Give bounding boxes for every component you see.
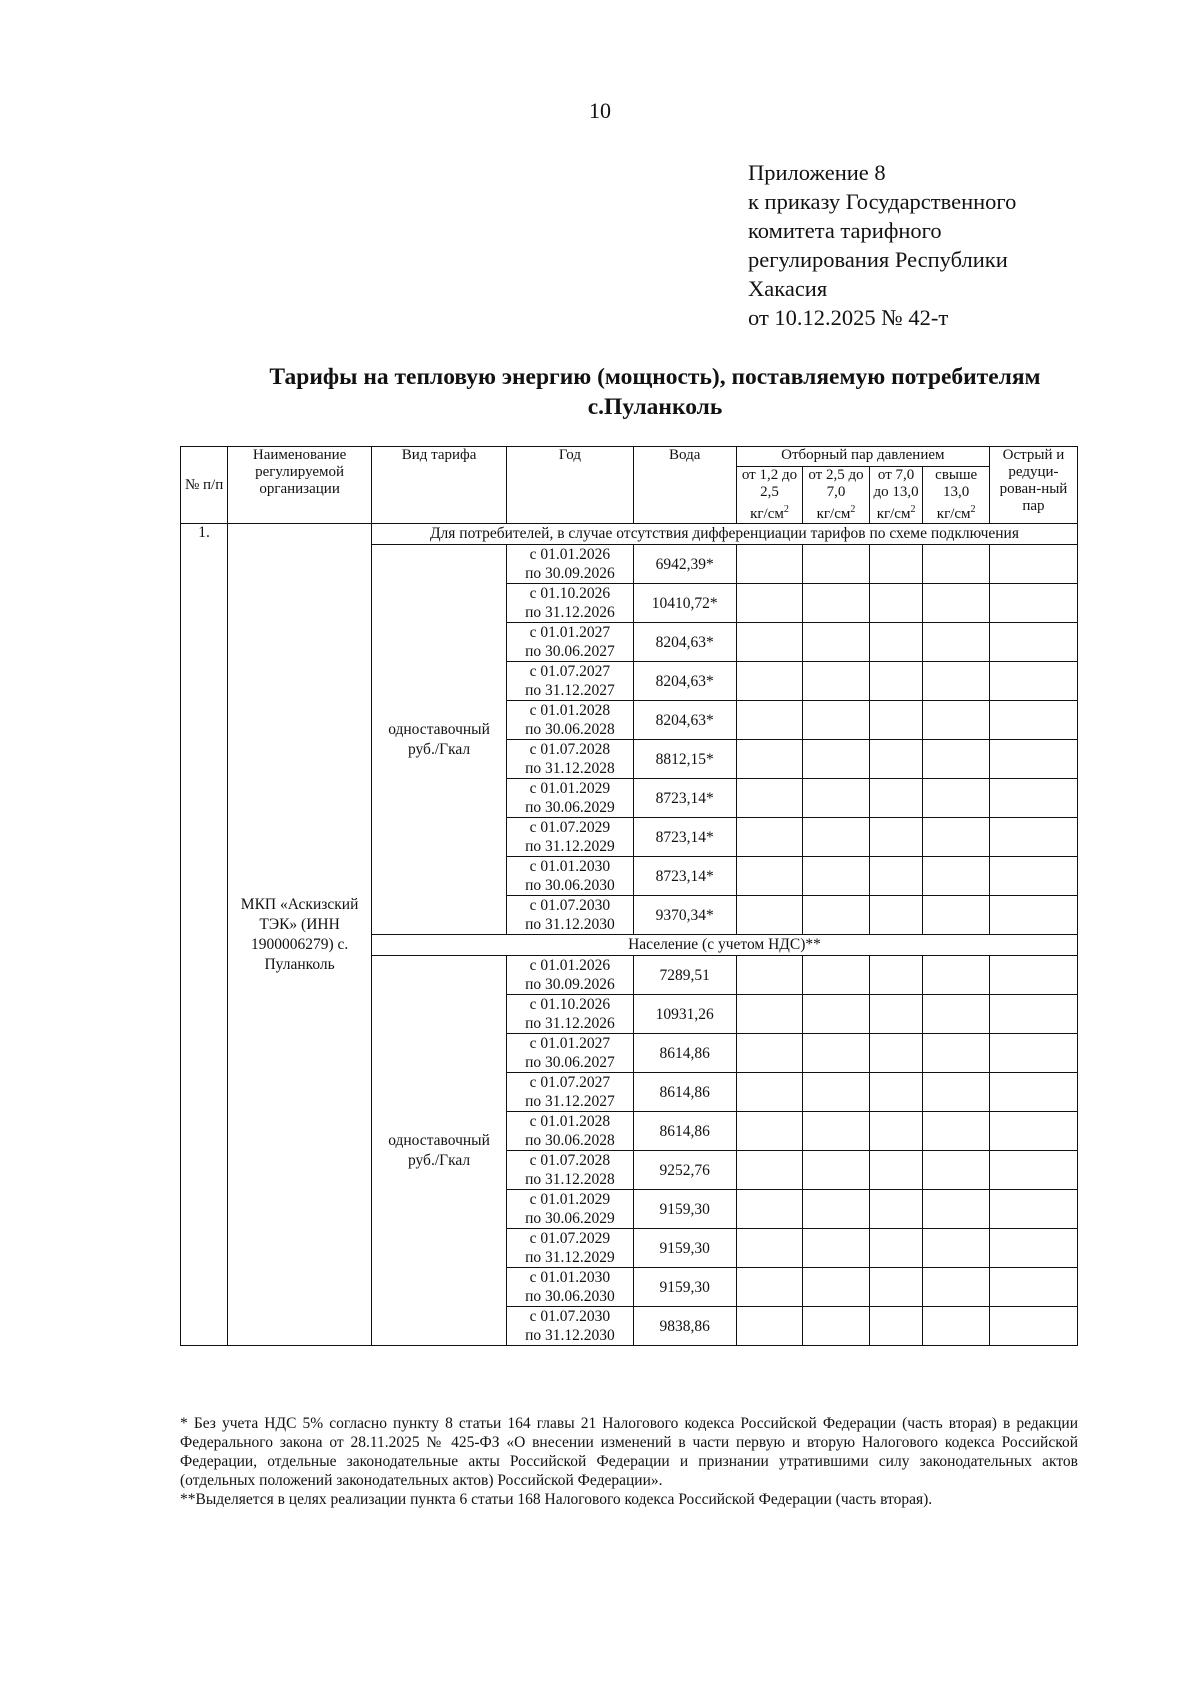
unit-sup: 2 [850, 504, 856, 515]
period-to: по 31.12.2030 [525, 916, 615, 933]
water-tariff: 9370,34* [633, 896, 736, 935]
empty-cell [923, 740, 990, 779]
period-from: с 01.07.2030 [529, 897, 611, 914]
header-sharp-steam: Острый и редуци-рован-ный пар [989, 447, 1077, 524]
empty-cell [736, 1268, 803, 1307]
period-to: по 31.12.2027 [525, 1093, 615, 1110]
empty-cell [869, 995, 923, 1034]
period-cell [507, 701, 634, 740]
period-from: с 01.07.2028 [529, 741, 611, 758]
period-to: по 31.12.2027 [525, 682, 615, 699]
empty-cell [923, 1073, 990, 1112]
water-tariff: 6942,39* [633, 545, 736, 584]
water-tariff: 9159,30 [633, 1268, 736, 1307]
page-number: 10 [589, 98, 611, 123]
period-cell [507, 1190, 634, 1229]
empty-cell [869, 701, 923, 740]
period-cell [507, 779, 634, 818]
empty-cell [803, 701, 870, 740]
water-tariff: 10410,72* [633, 584, 736, 623]
empty-cell [989, 1229, 1077, 1268]
empty-cell [803, 896, 870, 935]
header-steam-2 [803, 467, 870, 524]
period-from: с 01.10.2026 [529, 996, 611, 1013]
title-line: Тарифы на тепловую энергию (мощность), поставляемую потребителям [269, 364, 1041, 390]
footnote: **Выделяется в целях реализации пункта 6 статьи 168 Налогового кодекса Российской Федерации (часть вторая). [180, 1491, 933, 1508]
unit-label: кг/см [876, 506, 911, 522]
period-cell [507, 1151, 634, 1190]
period-cell [507, 623, 634, 662]
period-to: по 30.06.2029 [525, 1210, 615, 1227]
period-to: по 31.12.2026 [525, 1015, 615, 1032]
period-from: с 01.01.2030 [529, 858, 611, 875]
empty-cell [736, 896, 803, 935]
period-cell [507, 1268, 634, 1307]
period-to: по 31.12.2028 [525, 760, 615, 777]
period-cell [507, 1229, 634, 1268]
empty-cell [923, 1307, 990, 1346]
period-to: по 30.06.2029 [525, 799, 615, 816]
period-to: по 30.09.2026 [525, 565, 615, 582]
empty-cell [869, 857, 923, 896]
tariff-kind: одноставочный руб./Гкал [371, 545, 506, 935]
document-title [180, 362, 1130, 422]
period-cell [507, 956, 634, 995]
empty-cell [803, 1268, 870, 1307]
period-to: по 31.12.2029 [525, 1249, 615, 1266]
empty-cell [803, 623, 870, 662]
period-to: по 31.12.2030 [525, 1327, 615, 1344]
empty-cell [736, 1151, 803, 1190]
empty-cell [923, 995, 990, 1034]
empty-cell [989, 956, 1077, 995]
empty-cell [803, 545, 870, 584]
unit-sup: 2 [970, 504, 976, 515]
period-to: по 30.06.2030 [525, 877, 615, 894]
steam-range: от 2,5 до 7,0 [808, 467, 864, 500]
empty-cell [803, 1034, 870, 1073]
period-from: с 01.07.2030 [529, 1308, 611, 1325]
organization-name: МКП «Аскизский ТЭК» (ИНН 1900006279) с. Пуланколь [228, 524, 372, 1346]
row-number: 1. [181, 524, 228, 1346]
empty-cell [869, 896, 923, 935]
period-cell [507, 1073, 634, 1112]
water-tariff: 8614,86 [633, 1112, 736, 1151]
empty-cell [736, 1229, 803, 1268]
period-from: с 01.07.2029 [529, 1230, 611, 1247]
appendix-line: регулирования Республики [748, 247, 1008, 272]
empty-cell [736, 584, 803, 623]
empty-cell [989, 662, 1077, 701]
tariff-table [180, 446, 1078, 1346]
period-from: с 01.01.2029 [529, 780, 611, 797]
section-title: Население (с учетом НДС)** [371, 935, 1077, 956]
header-steam-group: Отборный пар давлением [736, 447, 989, 467]
empty-cell [803, 1151, 870, 1190]
empty-cell [736, 545, 803, 584]
empty-cell [869, 818, 923, 857]
period-cell [507, 1034, 634, 1073]
period-to: по 30.06.2028 [525, 1132, 615, 1149]
period-to: по 31.12.2028 [525, 1171, 615, 1188]
empty-cell [989, 1112, 1077, 1151]
water-tariff: 8723,14* [633, 857, 736, 896]
empty-cell [923, 896, 990, 935]
empty-cell [803, 662, 870, 701]
empty-cell [923, 1190, 990, 1229]
empty-cell [869, 956, 923, 995]
empty-cell [869, 545, 923, 584]
unit-label: кг/см [816, 506, 851, 522]
footnotes [180, 1414, 1078, 1509]
steam-range: от 7,0 до 13,0 [873, 467, 919, 500]
unit-label: кг/см [750, 506, 784, 522]
header-tariff-kind: Вид тарифа [371, 447, 506, 524]
empty-cell [989, 857, 1077, 896]
appendix-line: к приказу Государственного [748, 189, 1017, 214]
empty-cell [736, 1034, 803, 1073]
period-from: с 01.01.2030 [529, 1269, 611, 1286]
period-from: с 01.01.2029 [529, 1191, 611, 1208]
empty-cell [923, 1151, 990, 1190]
header-year: Год [507, 447, 634, 524]
appendix-line: Хакасия [748, 276, 828, 301]
period-from: с 01.07.2027 [529, 663, 611, 680]
empty-cell [803, 818, 870, 857]
section-row [181, 524, 1078, 545]
period-from: с 01.01.2027 [529, 624, 611, 641]
empty-cell [736, 995, 803, 1034]
empty-cell [869, 662, 923, 701]
empty-cell [923, 701, 990, 740]
section-title: Для потребителей, в случае отсутствия дифференциации тарифов по схеме подключения [371, 524, 1077, 545]
empty-cell [869, 1034, 923, 1073]
empty-cell [923, 662, 990, 701]
header-steam-1 [736, 467, 803, 524]
empty-cell [803, 1112, 870, 1151]
empty-cell [736, 956, 803, 995]
empty-cell [923, 1112, 990, 1151]
period-from: с 01.01.2026 [529, 546, 611, 563]
water-tariff: 8204,63* [633, 701, 736, 740]
empty-cell [869, 1190, 923, 1229]
period-cell [507, 995, 634, 1034]
water-tariff: 8204,63* [633, 662, 736, 701]
water-tariff: 8723,14* [633, 818, 736, 857]
period-from: с 01.10.2026 [529, 585, 611, 602]
appendix-reference [748, 158, 1068, 332]
empty-cell [923, 1229, 990, 1268]
empty-cell [803, 1073, 870, 1112]
appendix-line: от 10.12.2025 № 42-т [748, 305, 949, 330]
empty-cell [869, 1268, 923, 1307]
empty-cell [736, 662, 803, 701]
water-tariff: 8204,63* [633, 623, 736, 662]
header-organization: Наименование регулируемой организации [228, 447, 372, 524]
steam-range: свыше 13,0 [935, 467, 978, 500]
period-to: по 30.06.2027 [525, 1054, 615, 1071]
empty-cell [989, 1268, 1077, 1307]
empty-cell [736, 1073, 803, 1112]
period-cell [507, 818, 634, 857]
empty-cell [869, 1112, 923, 1151]
period-cell [507, 740, 634, 779]
empty-cell [736, 1190, 803, 1229]
empty-cell [869, 584, 923, 623]
empty-cell [989, 818, 1077, 857]
period-to: по 30.06.2030 [525, 1288, 615, 1305]
empty-cell [989, 779, 1077, 818]
empty-cell [803, 956, 870, 995]
empty-cell [803, 857, 870, 896]
empty-cell [989, 1073, 1077, 1112]
period-cell [507, 896, 634, 935]
empty-cell [989, 545, 1077, 584]
water-tariff: 9159,30 [633, 1190, 736, 1229]
empty-cell [736, 701, 803, 740]
water-tariff: 8812,15* [633, 740, 736, 779]
empty-cell [736, 779, 803, 818]
unit-sup: 2 [910, 504, 916, 515]
appendix-line: Приложение 8 [748, 160, 886, 185]
empty-cell [923, 857, 990, 896]
water-tariff: 10931,26 [633, 995, 736, 1034]
empty-cell [803, 1307, 870, 1346]
empty-cell [736, 1112, 803, 1151]
unit-sup: 2 [783, 504, 789, 515]
period-cell [507, 1307, 634, 1346]
empty-cell [869, 1151, 923, 1190]
period-from: с 01.01.2027 [529, 1035, 611, 1052]
water-tariff: 8723,14* [633, 779, 736, 818]
unit-label: кг/см [936, 506, 971, 522]
empty-cell [923, 584, 990, 623]
period-cell [507, 584, 634, 623]
empty-cell [803, 584, 870, 623]
title-line: с.Пуланколь [587, 394, 723, 420]
period-from: с 01.01.2028 [529, 702, 611, 719]
header-steam-3 [869, 467, 923, 524]
period-cell [507, 662, 634, 701]
empty-cell [989, 896, 1077, 935]
empty-cell [869, 623, 923, 662]
water-tariff: 9159,30 [633, 1229, 736, 1268]
empty-cell [736, 857, 803, 896]
period-from: с 01.01.2028 [529, 1113, 611, 1130]
empty-cell [923, 956, 990, 995]
period-from: с 01.07.2028 [529, 1152, 611, 1169]
empty-cell [989, 1151, 1077, 1190]
water-tariff: 8614,86 [633, 1073, 736, 1112]
empty-cell [923, 779, 990, 818]
period-from: с 01.07.2027 [529, 1074, 611, 1091]
period-to: по 31.12.2029 [525, 838, 615, 855]
empty-cell [869, 740, 923, 779]
empty-cell [923, 818, 990, 857]
empty-cell [923, 1268, 990, 1307]
water-tariff: 9252,76 [633, 1151, 736, 1190]
empty-cell [989, 1034, 1077, 1073]
empty-cell [736, 740, 803, 779]
empty-cell [869, 1307, 923, 1346]
period-cell [507, 545, 634, 584]
empty-cell [736, 1307, 803, 1346]
header-steam-4 [923, 467, 990, 524]
empty-cell [736, 623, 803, 662]
water-tariff: 9838,86 [633, 1307, 736, 1346]
empty-cell [989, 701, 1077, 740]
header-water: Вода [633, 447, 736, 524]
steam-range: от 1,2 до 2,5 [741, 467, 798, 500]
empty-cell [923, 623, 990, 662]
appendix-line: комитета тарифного [748, 218, 942, 243]
period-to: по 30.09.2026 [525, 976, 615, 993]
empty-cell [923, 545, 990, 584]
period-cell [507, 857, 634, 896]
empty-cell [803, 740, 870, 779]
footnote: * Без учета НДС 5% согласно пункту 8 статьи 164 главы 21 Налогового кодекса Российской Федерации (часть вторая) в редакции Федерального закона от 28.11.2025 № 425-ФЗ «О внесении изменений в части первую и вторую Налогового кодекса Российской Федерации, отдельные законодательные акты Российской Федерации и признании утратившими силу законодательных актов (отдельных положений законодательных актов) Российской Федерации». [180, 1415, 1078, 1489]
water-tariff: 7289,51 [633, 956, 736, 995]
empty-cell [869, 779, 923, 818]
empty-cell [869, 1073, 923, 1112]
header-num: № п/п [181, 447, 228, 524]
empty-cell [989, 584, 1077, 623]
period-to: по 30.06.2027 [525, 643, 615, 660]
empty-cell [923, 1034, 990, 1073]
empty-cell [803, 779, 870, 818]
empty-cell [803, 995, 870, 1034]
empty-cell [989, 995, 1077, 1034]
empty-cell [989, 1190, 1077, 1229]
empty-cell [869, 1229, 923, 1268]
period-to: по 30.06.2028 [525, 721, 615, 738]
empty-cell [736, 818, 803, 857]
empty-cell [989, 623, 1077, 662]
empty-cell [989, 1307, 1077, 1346]
period-to: по 31.12.2026 [525, 604, 615, 621]
empty-cell [989, 740, 1077, 779]
empty-cell [803, 1190, 870, 1229]
period-from: с 01.01.2026 [529, 957, 611, 974]
period-cell [507, 1112, 634, 1151]
water-tariff: 8614,86 [633, 1034, 736, 1073]
period-from: с 01.07.2029 [529, 819, 611, 836]
tariff-kind: одноставочный руб./Гкал [371, 956, 506, 1346]
empty-cell [803, 1229, 870, 1268]
